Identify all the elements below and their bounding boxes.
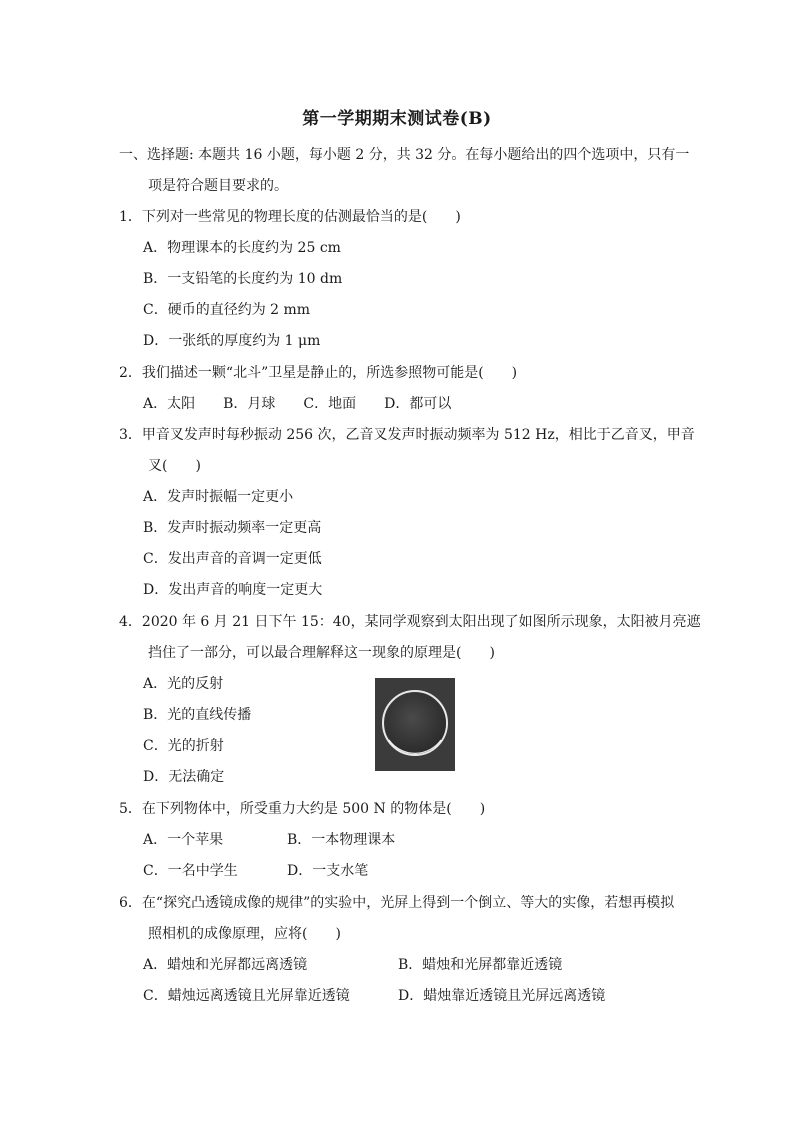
question-3-option-c: C．发出声音的音调一定更低 — [143, 551, 322, 567]
question-5-option-c: C．一名中学生 — [143, 863, 238, 879]
question-5-option-a: A．一个苹果 — [143, 832, 224, 848]
question-5-stem: 5．在下列物体中，所受重力大约是 500 N 的物体是( ) — [119, 801, 486, 817]
eclipse-icon — [375, 678, 455, 771]
question-6-stem-line1: 6．在“探究凸透镜成像的规律”的实验中，光屏上得到一个倒立、等大的实像，若想再模拟 — [119, 895, 675, 911]
question-4-stem-line1: 4．2020 年 6 月 21 日下午 15：40，某同学观察到太阳出现了如图所示现象，太阳被月亮遮 — [119, 614, 701, 630]
question-2-options — [143, 394, 451, 414]
page-title: 第一学期期末测试卷(B) — [302, 109, 492, 129]
question-1-option-d: D．一张纸的厚度约为 1 μm — [143, 333, 321, 349]
question-1-stem: 1．下列对一些常见的物理长度的估测最恰当的是( ) — [119, 209, 461, 225]
section-instructions-line1: 一、选择题: 本题共 16 小题，每小题 2 分，共 32 分。在每小题给出的四个选项中，只有一 — [119, 147, 690, 163]
question-5-option-b: B．一本物理课本 — [287, 832, 396, 848]
question-6-option-d: D．蜡烛靠近透镜且光屏远离透镜 — [398, 988, 606, 1004]
section-instructions-line2: 项是符合题目要求的。 — [148, 178, 288, 194]
question-5-option-d: D．一支水笔 — [287, 863, 369, 879]
question-2-option-d: D．都可以 — [384, 396, 452, 412]
question-3-option-a: A．发声时振幅一定更小 — [143, 489, 294, 505]
question-4-option-b: B．光的直线传播 — [143, 707, 252, 723]
question-6-option-a: A．蜡烛和光屏都远离透镜 — [143, 957, 308, 973]
question-2-option-c: C．地面 — [303, 396, 357, 412]
question-4-stem-line2: 挡住了一部分，可以最合理解释这一现象的原理是( ) — [148, 645, 495, 661]
question-3-stem-line1: 3．甲音叉发声时每秒振动 256 次，乙音叉发声时振动频率为 512 Hz，相比于乙音叉，甲音 — [119, 427, 695, 443]
question-1-option-a: A．物理课本的长度约为 25 cm — [143, 240, 341, 256]
question-4-option-a: A．光的反射 — [143, 676, 224, 692]
question-1-option-c: C．硬币的直径约为 2 mm — [143, 302, 311, 318]
question-6-option-b: B．蜡烛和光屏都靠近透镜 — [398, 957, 563, 973]
question-3-option-b: B．发声时振动频率一定更高 — [143, 520, 322, 536]
question-2-stem: 2．我们描述一颗“北斗”卫星是静止的，所选参照物可能是( ) — [119, 365, 518, 381]
solar-eclipse-image — [375, 678, 455, 771]
question-2-option-b: B．月球 — [223, 396, 276, 412]
question-3-option-d: D．发出声音的响度一定更大 — [143, 582, 323, 598]
question-1-option-b: B．一支铅笔的长度约为 10 dm — [143, 271, 343, 287]
question-3-stem-line2: 叉( ) — [148, 458, 201, 474]
question-4-option-d: D．无法确定 — [143, 769, 225, 785]
question-4-option-c: C．光的折射 — [143, 738, 224, 754]
question-6-stem-line2: 照相机的成像原理，应将( ) — [148, 926, 341, 942]
question-6-option-c: C．蜡烛远离透镜且光屏靠近透镜 — [143, 988, 350, 1004]
question-2-option-a: A．太阳 — [143, 396, 196, 412]
